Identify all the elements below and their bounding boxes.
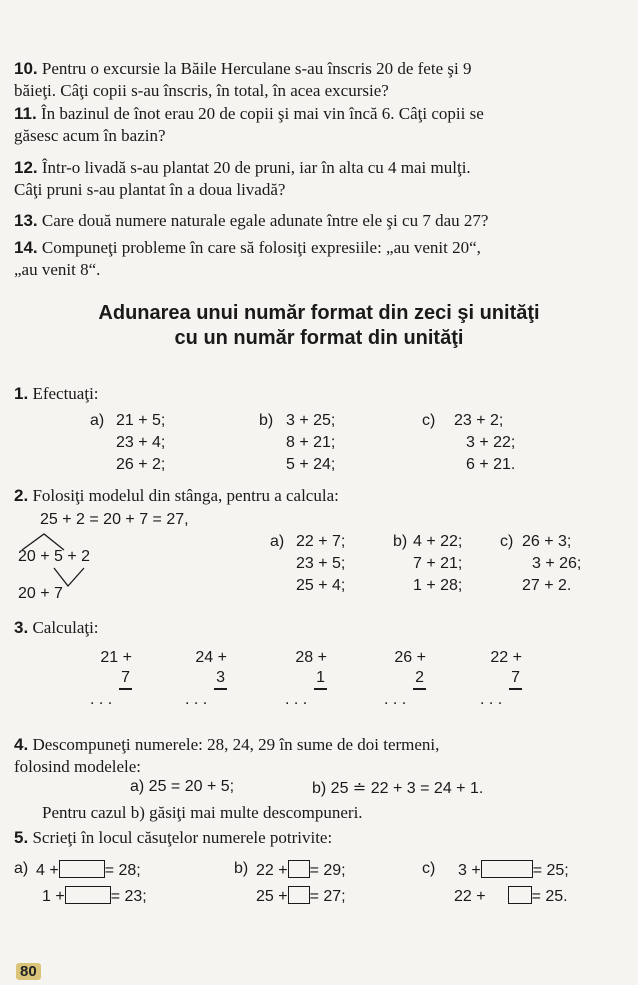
section-title-line2: cu un număr format din unităţi <box>174 327 464 349</box>
ex5-b-1 <box>256 860 346 880</box>
answer-box[interactable] <box>288 860 310 878</box>
ex2-a-2: 23 + 5; <box>296 555 346 572</box>
problem-11-line2: găsesc acum în bazin? <box>14 126 166 145</box>
ex2-a-3: 25 + 4; <box>296 577 346 594</box>
ex2-b-1: 4 + 22; <box>413 533 463 550</box>
ex1-c-3: 6 + 21. <box>466 456 516 473</box>
ex5-a-label: a) <box>14 860 29 877</box>
ex2-model-line3: 20 + 7 <box>18 585 63 602</box>
problem-number: 14. <box>14 238 38 257</box>
exercise-number: 4. <box>14 735 29 754</box>
problem-12-line2: Câţi pruni s-au plantat în a doua livadă? <box>14 180 286 199</box>
ex4-line3: Pentru cazul b) găsiţi mai multe descompuneri. <box>42 803 363 822</box>
ex2-b-3: 1 + 28; <box>413 577 463 594</box>
problem-text: Care două numere naturale egale adunate între ele şi cu 7 dau 27? <box>41 211 489 230</box>
exercise-3-heading <box>14 617 99 638</box>
exercise-instruction: Descompuneţi numerele: 28, 24, 29 în sume de doi termeni, <box>32 735 440 754</box>
addend-top: 21 + <box>100 649 132 666</box>
result-placeholder: . . . <box>480 691 503 708</box>
ex1-b-label: b) <box>259 412 274 429</box>
equation-right: = 23; <box>110 888 147 905</box>
ex4-model-b: b) 25 ≐ 22 + 3 = 24 + 1. <box>312 780 484 797</box>
ex2-c-3: 27 + 2. <box>522 577 572 594</box>
ex5-c-label: c) <box>422 860 436 877</box>
ex1-a-label: a) <box>90 412 105 429</box>
exercise-2-heading <box>14 485 339 506</box>
exercise-instruction: Scrieţi în locul căsuţelor numerele potrivite: <box>32 828 333 847</box>
addend-top: 24 + <box>195 649 227 666</box>
ex5-b-2 <box>256 886 346 906</box>
ex5-b-label: b) <box>234 860 249 877</box>
answer-box[interactable] <box>288 886 310 904</box>
exercise-number: 5. <box>14 828 29 847</box>
problem-number: 13. <box>14 211 38 230</box>
problem-10 <box>14 58 471 79</box>
problem-text: În bazinul de înot erau 20 de copii şi mai vin încă 6. Câţi copii se <box>40 104 484 123</box>
ex2-c-1: 26 + 3; <box>522 533 572 550</box>
answer-box[interactable] <box>508 886 532 904</box>
equation-right: = 29; <box>309 862 346 879</box>
equation-left: 4 + <box>36 862 59 879</box>
ex5-a-1 <box>36 860 141 880</box>
ex4-line2: folosind modelele: <box>14 757 142 776</box>
exercise-instruction: Calculaţi: <box>32 618 99 637</box>
answer-box[interactable] <box>65 886 111 904</box>
exercise-5-heading <box>14 827 332 848</box>
ex1-b-3: 5 + 24; <box>286 456 336 473</box>
ex2-c-2: 3 + 26; <box>532 555 582 572</box>
column-addition-3 <box>283 648 327 710</box>
ex5-c-2 <box>454 886 568 906</box>
addend-top: 26 + <box>394 649 426 666</box>
ex1-a-2: 23 + 4; <box>116 434 166 451</box>
column-addition-2 <box>183 648 227 710</box>
ex2-model-line1: 25 + 2 = 20 + 7 = 27, <box>40 511 189 528</box>
problem-11 <box>14 103 484 124</box>
column-addition-4 <box>382 648 426 710</box>
addend-top: 22 + <box>490 649 522 666</box>
problem-10-line2: băieţi. Câţi copii s-au înscris, în total, în acea excursie? <box>14 81 389 100</box>
equation-right: = 25; <box>532 862 569 879</box>
equation-left: 22 + <box>256 862 288 879</box>
exercise-1-heading <box>14 383 99 404</box>
ex5-a-2 <box>42 886 147 906</box>
addend-bottom: 1 <box>314 668 327 690</box>
equation-right: = 25. <box>531 888 568 905</box>
result-placeholder: . . . <box>185 691 208 708</box>
problem-text: Pentru o excursie la Băile Herculane s-au înscris 20 de fete şi 9 <box>41 59 472 78</box>
exercise-number: 3. <box>14 618 29 637</box>
column-addition-5 <box>478 648 522 710</box>
ex2-a-label: a) <box>270 533 285 550</box>
ex2-model-line2: 20 + 5 + 2 <box>18 548 91 565</box>
equation-right: = 28; <box>104 862 141 879</box>
ex1-b-1: 3 + 25; <box>286 412 336 429</box>
exercise-4-heading <box>14 734 439 755</box>
ex1-c-2: 3 + 22; <box>466 434 516 451</box>
ex2-b-2: 7 + 21; <box>413 555 463 572</box>
problem-text: Într-o livadă s-au plantat 20 de pruni, iar în alta cu 4 mai mulţi. <box>41 158 471 177</box>
problem-14-line2: „au venit 8“. <box>14 260 101 279</box>
addend-bottom: 7 <box>509 668 522 690</box>
addend-bottom: 7 <box>119 668 132 690</box>
equation-left: 22 + <box>454 888 486 905</box>
equation-left: 1 + <box>42 888 65 905</box>
ex2-b-label: b) <box>393 533 408 550</box>
column-addition-1 <box>88 648 132 710</box>
problem-14 <box>14 237 481 258</box>
problem-13 <box>14 210 488 231</box>
ex1-c-1: 23 + 2; <box>454 412 504 429</box>
addend-bottom: 3 <box>214 668 227 690</box>
problem-text: Compuneţi probleme în care să folosiţi expresiile: „au venit 20“, <box>41 238 481 257</box>
section-title-line1: Adunarea unui număr format din zeci şi unităţi <box>98 302 540 324</box>
problem-number: 10. <box>14 59 38 78</box>
ex2-a-1: 22 + 7; <box>296 533 346 550</box>
exercise-number: 2. <box>14 486 29 505</box>
result-placeholder: . . . <box>285 691 308 708</box>
ex1-a-3: 26 + 2; <box>116 456 166 473</box>
exercise-instruction: Folosiţi modelul din stânga, pentru a calcula: <box>32 486 339 505</box>
ex1-c-label: c) <box>422 412 436 429</box>
equation-right: = 27; <box>309 888 346 905</box>
addend-top: 28 + <box>295 649 327 666</box>
answer-box[interactable] <box>59 860 105 878</box>
ex4-model-a: a) 25 = 20 + 5; <box>130 778 235 795</box>
equation-left: 25 + <box>256 888 288 905</box>
exercise-instruction: Efectuaţi: <box>32 384 99 403</box>
equation-left: 3 + <box>458 862 481 879</box>
page-number: 80 <box>16 963 41 980</box>
problem-12 <box>14 157 471 178</box>
exercise-number: 1. <box>14 384 29 403</box>
ex1-b-2: 8 + 21; <box>286 434 336 451</box>
answer-box[interactable] <box>481 860 533 878</box>
problem-number: 12. <box>14 158 38 177</box>
problem-number: 11. <box>14 104 37 123</box>
addend-bottom: 2 <box>413 668 426 690</box>
ex1-a-1: 21 + 5; <box>116 412 166 429</box>
result-placeholder: . . . <box>90 691 113 708</box>
result-placeholder: . . . <box>384 691 407 708</box>
ex5-c-1 <box>458 860 569 880</box>
ex2-c-label: c) <box>500 533 514 550</box>
